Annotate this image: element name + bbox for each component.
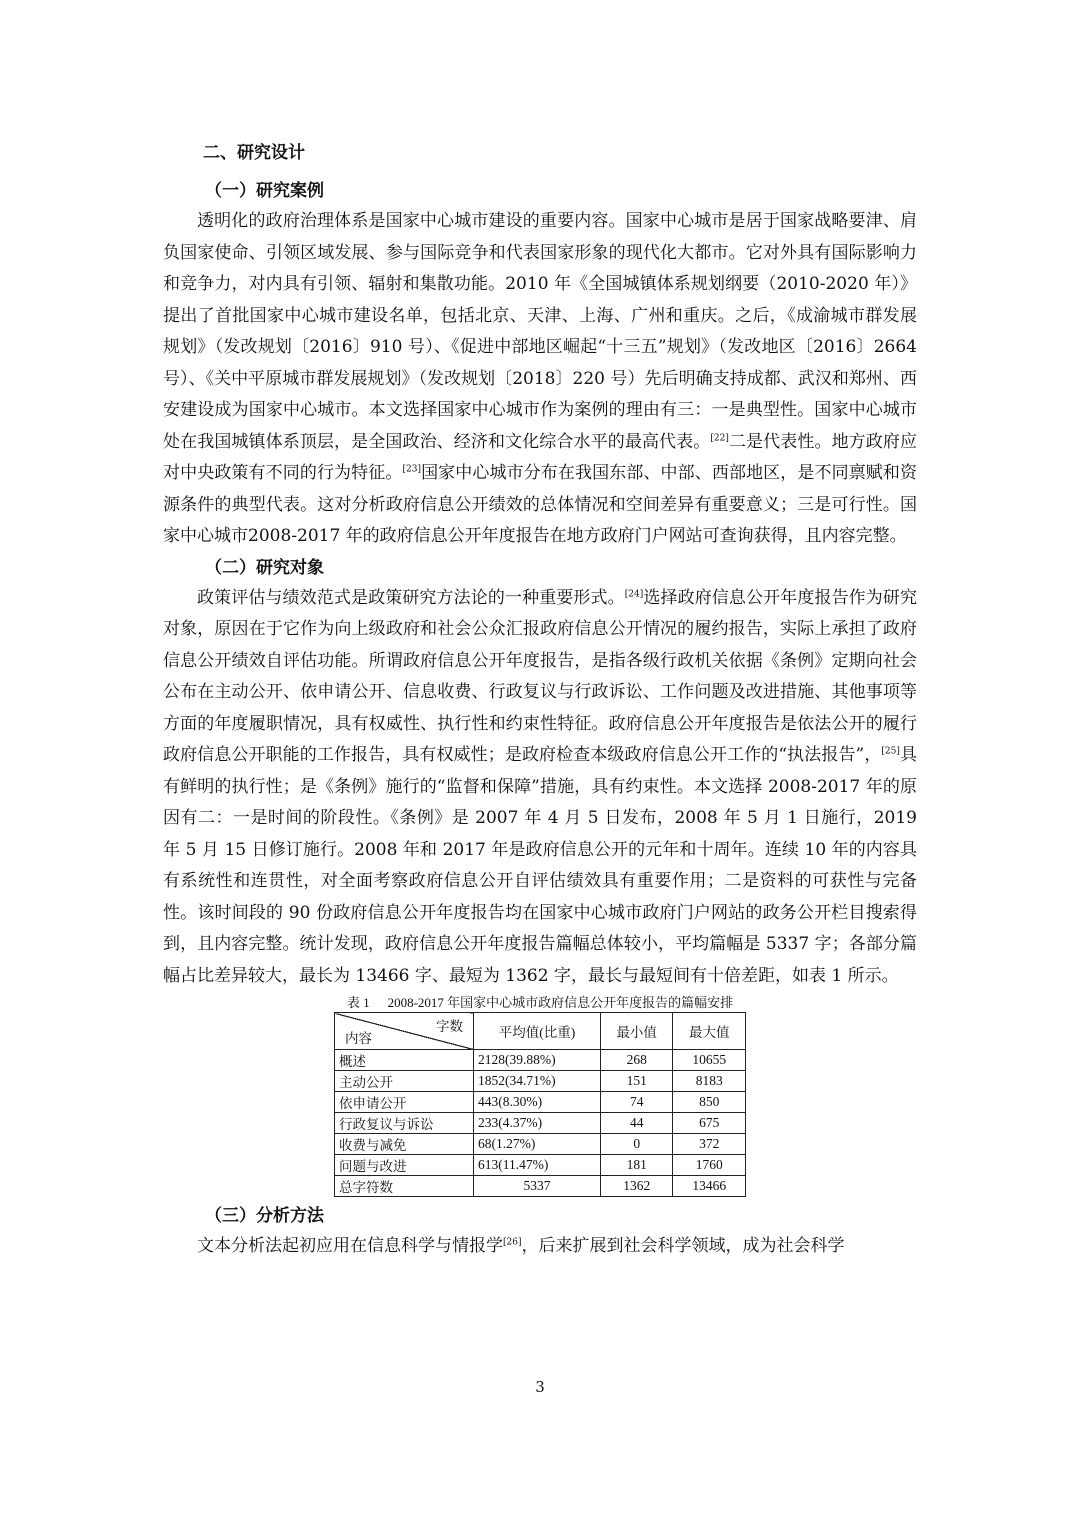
table-cell: 8183 xyxy=(673,1071,746,1092)
table-cell: 850 xyxy=(673,1092,746,1113)
row-label: 总字符数 xyxy=(335,1176,474,1197)
citation-ref[interactable]: [26] xyxy=(503,1237,522,1248)
table-cell: 1362 xyxy=(600,1176,673,1197)
table-cell: 613(11.47%) xyxy=(474,1155,601,1176)
table-cell: 44 xyxy=(600,1113,673,1134)
subsection-heading-3: （三）分析方法 xyxy=(205,1206,324,1226)
corner-label-top: 字数 xyxy=(436,1019,463,1034)
table-cell: 151 xyxy=(600,1071,673,1092)
table-cell: 268 xyxy=(600,1050,673,1071)
table-cell: 13466 xyxy=(673,1176,746,1197)
paragraph-text: 透明化的政府治理体系是国家中心城市建设的重要内容。国家中心城市是居于国家战略要津、肩负国家使命、引领区域发展、参与国际竞争和代表国家形象的现代化大都市。它对外具有国际影响力和竞争力，对内具有引领、辐射和集散功能。2010 年《全国城镇体系规划纲要（2010-2020 年）》提出了首批国家中心城市建设名单，包括北京、天津、上海、广州和重庆。之后，《成渝城市群发展规划》（发改规划〔2016〕910 号）、《促进中部地区崛起“十三五”规划》（发改地区〔2016〕2664 号）、《关中平原城市群发展规划》（发改规划〔2018〕220 号）先后明确支持成都、武汉和郑州、西安建设成为国家中心城市。本文选择国家中心城市作为案例的理由有三：一是典型性。国家中心城市处在我国城镇体系顶层，是全国政治、经济和文化综合水平的最高代表。 xyxy=(163,211,917,452)
table-cell: 233(4.37%) xyxy=(474,1113,601,1134)
citation-ref[interactable]: [22] xyxy=(710,432,729,443)
column-header: 平均值(比重) xyxy=(474,1013,601,1050)
page-number: 3 xyxy=(535,1378,545,1396)
column-header: 最小值 xyxy=(600,1013,673,1050)
citation-ref[interactable]: [25] xyxy=(881,746,900,757)
paragraph-text: ，后来扩展到社会科学领域，成为社会科学 xyxy=(521,1236,845,1256)
table-row xyxy=(335,1155,746,1176)
table-cell: 2128(39.88%) xyxy=(474,1050,601,1071)
table-cell: 10655 xyxy=(673,1050,746,1071)
table-title: 2008-2017 年国家中心城市政府信息公开年度报告的篇幅安排 xyxy=(387,995,734,1010)
paragraph-text: 选择政府信息公开年度报告作为研究对象，原因在于它作为向上级政府和社会公众汇报政府信息公开情况的履约报告，实际上承担了政府信息公开绩效自评估功能。所谓政府信息公开年度报告，是指各级行政机关依据《条例》定期向社会公布在主动公开、依申请公开、信息收费、行政复议与行政诉讼、工作问题及改进措施、其他事项等方面的年度履职情况，具有权威性、执行性和约束性特征。政府信息公开年度报告是依法公开的履行政府信息公开职能的工作报告，具有权威性；是政府检查本级政府信息公开工作的“执法报告”， xyxy=(163,587,918,765)
table-row xyxy=(335,1113,746,1134)
paragraph-analysis-method xyxy=(163,1231,917,1263)
table-cell: 1760 xyxy=(673,1155,746,1176)
row-label: 依申请公开 xyxy=(335,1092,474,1113)
paragraph-research-object xyxy=(163,583,917,993)
table-row xyxy=(335,1092,746,1113)
corner-label-bottom: 内容 xyxy=(345,1031,372,1046)
paragraph-text: 国家中心城市分布在我国东部、中部、西部地区，是不同禀赋和资源条件的典型代表。这对分析政府信息公开绩效的总体情况和空间差异有重要意义；三是可行性。国家中心城市2008-2017 年的政府信息公开年度报告在地方政府门户网站可查询获得，且内容完整。 xyxy=(163,463,918,546)
table-corner-cell xyxy=(335,1013,474,1050)
table-cell: 74 xyxy=(600,1092,673,1113)
table-header-row xyxy=(335,1013,746,1050)
subsection-heading-1: （一）研究案例 xyxy=(205,181,324,201)
citation-ref[interactable]: [24] xyxy=(624,588,644,599)
paragraph-text: 政策评估与绩效范式是政策研究方法论的一种重要形式。 xyxy=(197,587,625,608)
table-cell: 181 xyxy=(600,1155,673,1176)
table-cell: 5337 xyxy=(474,1176,601,1197)
table-row xyxy=(335,1071,746,1092)
citation-ref[interactable]: [23] xyxy=(402,464,421,475)
paragraph-text: 具有鲜明的执行性；是《条例》施行的“监督和保障”措施，具有约束性。本文选择 2008-2017 年的原因有二：一是时间的阶段性。《条例》是 2007 年 4 月 5 日发布，2008 年 5 月 1 日施行，2019 年 5 月 15 日修订施行。2008 年和 2017 年是政府信息公开的元年和十周年。连续 10 年的内容具有系统性和连贯性，对全面考察政府信息公开自评估绩效具有重要作用；二是资料的可获性与完备性。该时间段的 90 份政府信息公开年度报告均在国家中心城市政府门户网站的政务公开栏目搜索得到，且内容完整。统计发现，政府信息公开年度报告篇幅总体较小，平均篇幅是 5337 字；各部分篇幅占比差异较大，最长为 13466 字、最短为 1362 字，最长与最短间有十倍差距，如表 1 所示。 xyxy=(163,745,917,986)
page-content xyxy=(163,138,917,1263)
table-cell: 443(8.30%) xyxy=(474,1092,601,1113)
table-number: 表 1 xyxy=(346,995,370,1010)
paragraph-research-case xyxy=(163,206,917,553)
row-label: 概述 xyxy=(335,1050,474,1071)
column-header: 最大值 xyxy=(673,1013,746,1050)
row-label: 主动公开 xyxy=(335,1071,474,1092)
section-heading: 二、研究设计 xyxy=(203,143,305,163)
row-label: 行政复议与诉讼 xyxy=(335,1113,474,1134)
row-label: 问题与改进 xyxy=(335,1155,474,1176)
table-cell: 0 xyxy=(600,1134,673,1155)
table-row xyxy=(335,1050,746,1071)
paragraph-text: 文本分析法起初应用在信息科学与情报学 xyxy=(197,1236,503,1256)
table-caption xyxy=(163,994,917,1012)
table-row xyxy=(335,1134,746,1155)
table-cell: 675 xyxy=(673,1113,746,1134)
row-label: 收费与减免 xyxy=(335,1134,474,1155)
table-cell: 68(1.27%) xyxy=(474,1134,601,1155)
table-cell: 372 xyxy=(673,1134,746,1155)
table-row-total xyxy=(335,1176,746,1197)
subsection-heading-2: （二）研究对象 xyxy=(205,557,324,578)
paragraph-text: 二是代表性。地方政府应对中央政策有不同的行为特征。 xyxy=(163,431,917,483)
table-cell: 1852(34.71%) xyxy=(474,1071,601,1092)
data-table xyxy=(334,1012,746,1197)
